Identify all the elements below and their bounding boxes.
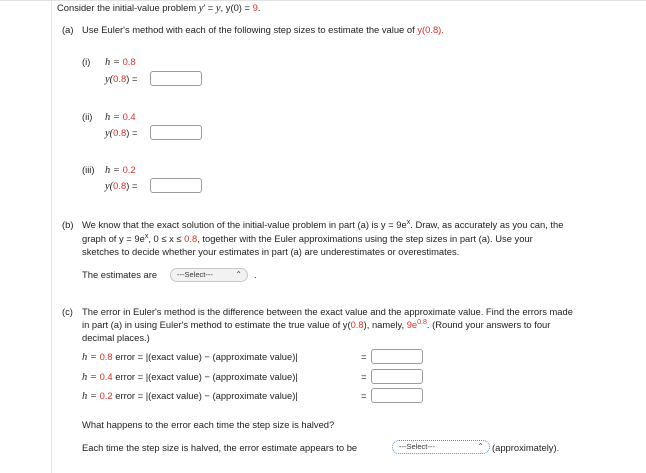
- error-row-0: [82, 351, 298, 363]
- part-c-label: (c): [62, 306, 73, 317]
- error-input-0[interactable]: [371, 349, 423, 364]
- left-margin-line: [51, 0, 52, 473]
- part-b-line2-a: graph of y = 9e: [82, 233, 145, 245]
- part-c-line1: The error in Euler's method is the difference between the exact value and the approximate value. Find the errors made: [82, 306, 573, 317]
- item-iii-y-prefix: y(: [105, 181, 114, 192]
- error-row-0-eq: =: [361, 351, 367, 362]
- part-b-label: (b): [62, 219, 74, 230]
- intro-y: y: [198, 3, 204, 14]
- part-b-line2-c: , together with the Euler approximations using the step sizes in part (a). Use your: [197, 233, 533, 245]
- halved-prefix: Each time the step size is halved, the error estimate appears to be: [82, 442, 358, 453]
- part-c-line2-sup: 0.8: [417, 319, 427, 326]
- part-c-line3: decimal places.): [82, 332, 150, 343]
- intro-suffix: .: [257, 2, 261, 13]
- error-row-0-h-value: 0.8: [99, 351, 113, 362]
- part-b-line3: sketches to decide whether your estimates in part (a) are underestimates or overestimates.: [82, 246, 460, 257]
- chevron-updown-icon: ⌃: [235, 270, 242, 279]
- halved-question: What happens to the error each time the step size is halved?: [82, 419, 335, 430]
- answer-input-i[interactable]: [150, 71, 202, 86]
- part-b-line2-red: 0.8: [184, 233, 198, 245]
- part-c-line2: [82, 319, 550, 330]
- item-i-roman: (i): [82, 56, 91, 67]
- error-row-2: [82, 390, 298, 402]
- estimates-select-text: ---Select---: [177, 270, 213, 279]
- answer-input-iii[interactable]: [150, 178, 202, 193]
- halved-select-text: ---Select---: [399, 442, 435, 451]
- error-row-1-h-value: 0.4: [99, 371, 113, 382]
- error-row-1: [82, 371, 298, 383]
- part-c-line2-red2: 9e: [406, 319, 418, 331]
- halved-suffix: (approximately).: [492, 442, 560, 453]
- error-row-2-text: error = |(exact value) − (approximate value)|: [112, 390, 298, 401]
- error-row-1-h: h =: [82, 372, 100, 383]
- error-row-1-eq: =: [361, 371, 367, 382]
- item-ii-h: [105, 111, 136, 123]
- item-i-y-suffix: ) =: [126, 73, 138, 84]
- item-iii-h: [105, 164, 136, 176]
- part-b-line1: [82, 219, 563, 230]
- item-ii-y-suffix: ) =: [126, 127, 138, 138]
- error-input-2[interactable]: [371, 388, 423, 403]
- intro-prime: ′ =: [203, 2, 216, 13]
- part-c-line2-c: . (Round your answers to four: [426, 319, 551, 331]
- item-i-h-value: 0.8: [122, 56, 136, 67]
- item-iii-y-suffix: ) =: [126, 180, 138, 191]
- part-b-line1-sup: x: [406, 219, 411, 226]
- estimates-label: The estimates are: [82, 269, 158, 280]
- item-ii-h-value: 0.4: [122, 111, 136, 122]
- part-b-line1-text: We know that the exact solution of the initial-value problem in part (a) is y = 9e: [82, 219, 407, 231]
- part-b-line2-b: , 0 ≤ x ≤: [148, 233, 185, 245]
- answer-input-ii[interactable]: [150, 125, 202, 140]
- item-iii-h-label: h =: [105, 165, 123, 176]
- item-i-h-label: h =: [105, 57, 123, 68]
- item-iii-roman: (iii): [82, 164, 95, 175]
- intro-y2: y: [215, 3, 221, 14]
- intro-initial-value: 9: [252, 2, 258, 13]
- item-i-y-prefix: y(: [105, 74, 114, 85]
- part-a-prompt-text: Use Euler's method with each of the following step sizes to estimate the value of: [82, 24, 418, 35]
- part-c-line2-b: ), namely,: [363, 319, 407, 331]
- item-ii-roman: (ii): [82, 111, 93, 122]
- error-row-2-h: h =: [82, 391, 100, 402]
- part-c-line2-red: 0.8: [350, 319, 364, 331]
- item-i-y-value: 0.8: [113, 73, 127, 84]
- item-ii-y-prefix: y(: [105, 128, 114, 139]
- part-b-line2: [82, 233, 533, 244]
- error-row-2-eq: =: [361, 390, 367, 401]
- item-i-y: [105, 73, 137, 85]
- error-row-1-text: error = |(exact value) − (approximate value)|: [112, 371, 298, 382]
- error-row-0-text: error = |(exact value) − (approximate value)|: [112, 351, 298, 362]
- part-a-target: y(0.8).: [417, 24, 444, 35]
- estimates-trailing: .: [254, 269, 257, 280]
- error-input-1[interactable]: [371, 369, 423, 384]
- part-a-prompt: [82, 24, 444, 35]
- halved-select[interactable]: [392, 440, 490, 454]
- intro-text: Consider the initial-value problem: [57, 2, 199, 13]
- part-b-line1-end: . Draw, as accurately as you can, the: [410, 219, 564, 231]
- part-c-line2-a: in part (a) in using Euler's method to estimate the true value of y(: [82, 319, 351, 331]
- item-iii-h-value: 0.2: [122, 164, 136, 175]
- top-border: [0, 0, 646, 1]
- part-a-label: (a): [62, 24, 74, 35]
- intro-cond: , y(0) =: [220, 2, 253, 13]
- error-row-2-h-value: 0.2: [99, 390, 113, 401]
- item-iii-y-value: 0.8: [113, 180, 127, 191]
- part-b-line2-sup: x: [144, 233, 149, 240]
- error-row-0-h: h =: [82, 352, 100, 363]
- item-ii-y: [105, 127, 137, 139]
- estimates-select[interactable]: [170, 268, 248, 282]
- chevron-updown-icon: ⌃: [477, 442, 484, 451]
- problem-intro: [57, 2, 260, 14]
- item-ii-h-label: h =: [105, 112, 123, 123]
- item-ii-y-value: 0.8: [113, 127, 127, 138]
- item-i-h: [105, 56, 136, 68]
- item-iii-y: [105, 180, 137, 192]
